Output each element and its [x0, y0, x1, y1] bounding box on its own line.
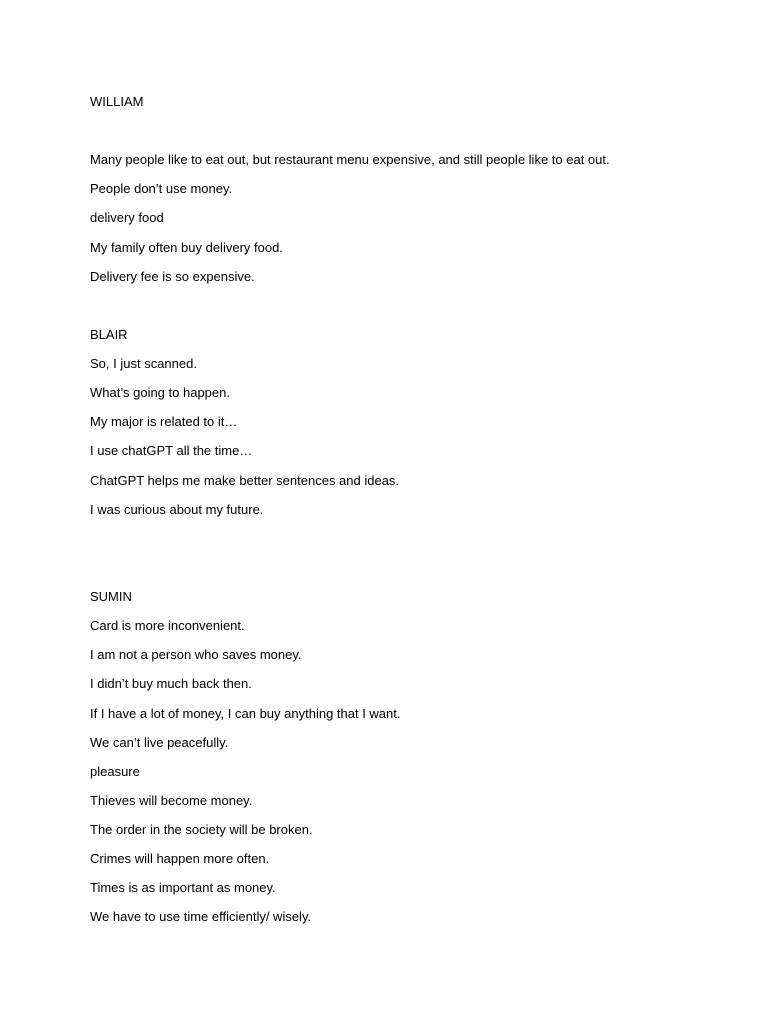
text-line: My family often buy delivery food.	[90, 240, 283, 255]
text-line: I use chatGPT all the time…	[90, 443, 253, 458]
text-line: Many people like to eat out, but restaurant menu expensive, and still people like to eat out.	[90, 152, 610, 167]
speaker-heading-william: WILLIAM	[90, 94, 144, 109]
text-line: So, I just scanned.	[90, 356, 197, 371]
text-line: Thieves will become money.	[90, 793, 253, 808]
text-line: People don’t use money.	[90, 181, 233, 196]
text-line: My major is related to it…	[90, 414, 238, 429]
text-line: delivery food	[90, 210, 164, 225]
text-line: Delivery fee is so expensive.	[90, 269, 255, 284]
text-line: I am not a person who saves money.	[90, 647, 302, 662]
text-line: The order in the society will be broken.	[90, 822, 313, 837]
speaker-heading-sumin: SUMIN	[90, 589, 132, 604]
text-line: ChatGPT helps me make better sentences and ideas.	[90, 473, 400, 488]
text-line: We can’t live peacefully.	[90, 735, 229, 750]
text-line: Card is more inconvenient.	[90, 618, 245, 633]
text-line: I was curious about my future.	[90, 502, 264, 517]
text-line: If I have a lot of money, I can buy anything that I want.	[90, 706, 401, 721]
text-line: Crimes will happen more often.	[90, 851, 270, 866]
text-line: I didn’t buy much back then.	[90, 676, 252, 691]
text-line: Times is as important as money.	[90, 880, 276, 895]
text-line: What’s going to happen.	[90, 385, 230, 400]
speaker-heading-blair: BLAIR	[90, 327, 128, 342]
text-line: pleasure	[90, 764, 140, 779]
text-line: We have to use time efficiently/ wisely.	[90, 909, 312, 924]
